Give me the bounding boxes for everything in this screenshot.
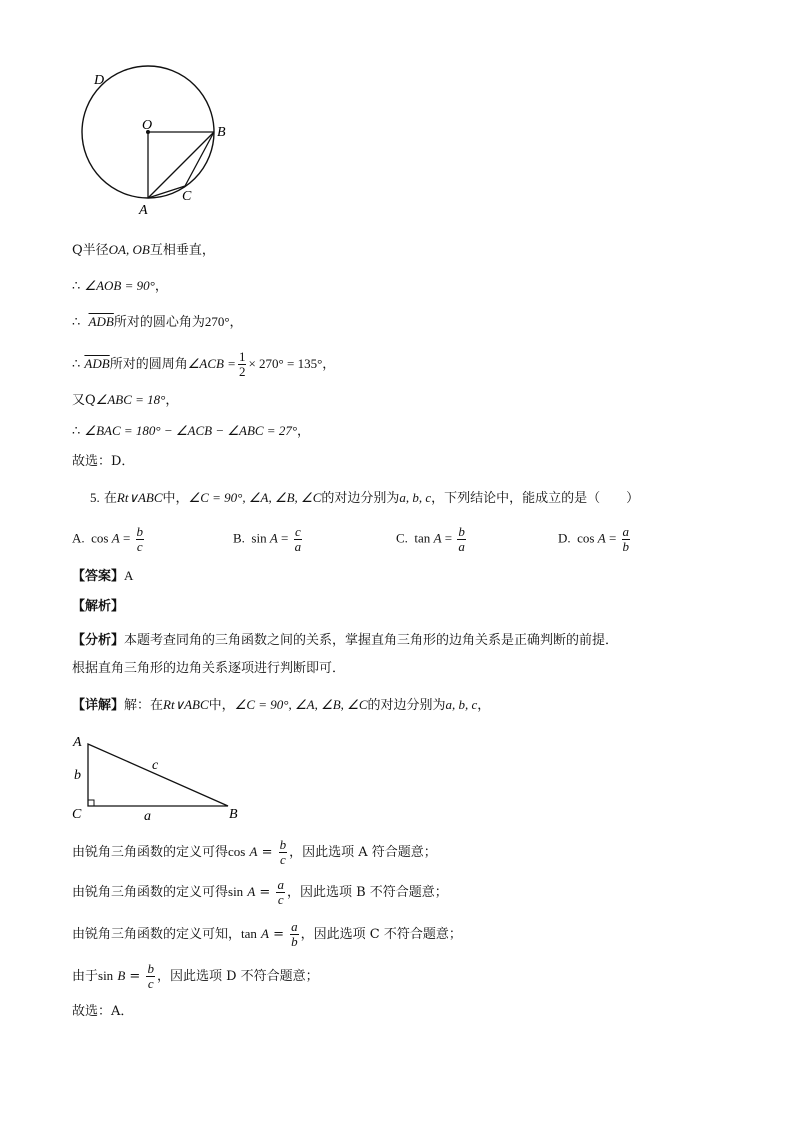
numerator: a	[291, 919, 298, 934]
variable: B	[117, 968, 126, 983]
variable: A	[111, 530, 120, 546]
numerator: c	[295, 524, 301, 539]
math: OA, OB	[108, 242, 150, 257]
chord-ab	[148, 132, 214, 198]
proof-line-2	[72, 276, 168, 297]
option-letter: A.	[72, 530, 85, 546]
label-c-side: c	[152, 758, 159, 773]
text: 由锐角三角函数的定义可得	[72, 845, 229, 860]
proof-line-5	[72, 390, 178, 411]
math: ∠AOB = 90°	[84, 278, 155, 293]
text: 由锐角三角函数的定义可得	[72, 885, 229, 900]
xiangjie-tag: 【详解】	[72, 698, 125, 713]
denominator: b	[622, 539, 630, 554]
fraction	[294, 525, 303, 554]
proof-line-6	[72, 421, 310, 442]
fraction	[146, 962, 155, 991]
circle-figure	[72, 62, 252, 222]
text: Q半径	[72, 243, 109, 258]
denominator: 2	[238, 364, 246, 379]
text: 又Q	[72, 393, 96, 408]
label-o: O	[142, 118, 153, 133]
option-letter: B.	[233, 530, 245, 546]
denominator: c	[147, 976, 154, 991]
variable: A	[249, 844, 258, 859]
text: 中，	[162, 491, 189, 506]
fraction	[276, 878, 285, 907]
text: ，	[477, 698, 491, 713]
therefore-symbol: ∴	[72, 424, 81, 439]
detail-line-4: 由于sin B = $\frac{b}{c}$ ，因此选项 D 不符合题意；	[72, 961, 319, 991]
proof-conclusion: 故选：D．	[72, 454, 135, 469]
text: ，下列结论中，能成立的是（ ）	[431, 491, 640, 506]
trig-func: sin	[98, 968, 114, 983]
text: 互相垂直，	[149, 243, 215, 258]
triangle-figure	[68, 730, 248, 825]
text: ，因此选项 B 不符合题意；	[286, 885, 448, 900]
trig-func: cos	[91, 530, 109, 546]
numerator: a	[622, 524, 630, 539]
label-b: B	[217, 125, 226, 140]
text: ，	[154, 279, 168, 294]
trig-func: cos	[228, 844, 246, 859]
text: 本题考查同角的三角函数之间的关系，掌握直角三角形的边角关系是正确判断的前提．	[124, 633, 619, 648]
text: 由锐角三角函数的定义可知，	[72, 927, 242, 942]
proof-line-4	[72, 346, 335, 382]
math: a, b, c	[399, 490, 432, 505]
therefore-symbol: ∴	[72, 279, 81, 294]
text: ，	[322, 357, 336, 372]
detail-line-2: 由锐角三角函数的定义可得sin A = $\frac{a}{c}$ ，因此选项 B 不符合题意；	[72, 877, 448, 907]
trig-func: cos	[577, 530, 595, 546]
text: ，	[229, 315, 243, 330]
arc-adb: $\overline{ADB}$	[88, 314, 114, 329]
fraction	[238, 350, 247, 379]
denominator: c	[277, 892, 284, 907]
label-a-side: a	[144, 809, 151, 824]
math: ∠C = 90°, ∠A, ∠B, ∠C	[188, 490, 322, 505]
variable: A	[597, 530, 606, 546]
variable: A	[261, 926, 269, 941]
therefore-symbol: ∴	[72, 315, 81, 330]
text: ，	[165, 393, 179, 408]
triangle-abc	[88, 744, 228, 806]
text: 由于	[72, 969, 99, 984]
math: ∠C = 90°, ∠A, ∠B, ∠C	[234, 697, 368, 712]
numerator: b	[458, 524, 465, 539]
math: a, b, c	[445, 697, 478, 712]
fraction	[279, 838, 288, 867]
trig-func: tan	[241, 926, 257, 941]
label-a: A	[139, 203, 148, 218]
trig-func: sin	[251, 530, 267, 546]
answer-value: A	[124, 568, 134, 583]
trig-func: tan	[414, 530, 431, 546]
text: 在	[103, 491, 117, 506]
text: ，	[297, 424, 311, 439]
fraction	[290, 920, 299, 949]
label-b-side: b	[74, 768, 81, 783]
label-c: C	[182, 189, 192, 204]
numerator: b	[136, 524, 144, 539]
trig-func: sin	[228, 884, 244, 899]
numerator: b	[147, 961, 154, 976]
arc-adb: $\overline{ADB}$	[84, 356, 110, 371]
math: 270°	[204, 314, 230, 329]
label-d: D	[94, 73, 105, 88]
fraction	[136, 525, 145, 554]
text: 解：在	[124, 698, 164, 713]
label-c-vertex: C	[72, 807, 82, 822]
final-answer: 故选：A．	[72, 1004, 134, 1019]
therefore-symbol: ∴	[72, 357, 81, 372]
option-b[interactable]: B. sin A = $\frac{c}{a}$	[233, 524, 302, 554]
answer-tag: 【答案】	[72, 569, 125, 584]
right-angle-mark	[88, 800, 94, 806]
question-5	[90, 488, 639, 509]
math: Rt∨ABC	[163, 697, 209, 712]
math: ∠BAC = 180° − ∠ACB − ∠ABC = 27°	[84, 423, 298, 438]
numerator: a	[277, 877, 284, 892]
answer-line	[72, 566, 133, 587]
denominator: c	[279, 852, 286, 867]
option-d[interactable]: D. cos A = $\frac{a}{b}$	[558, 524, 630, 554]
detail-line-1: 由锐角三角函数的定义可得cos A = $\frac{b}{c}$ ，因此选项 A 符合题意；	[72, 837, 437, 867]
math: Rt∨ABC	[116, 490, 163, 505]
text: 所对的圆心角为	[113, 315, 205, 330]
denominator: a	[458, 539, 465, 554]
label-a-vertex: A	[73, 735, 82, 750]
variable: A	[433, 530, 442, 546]
proof-line-1	[72, 240, 215, 261]
text: ，因此选项 A 符合题意；	[289, 845, 437, 860]
option-letter: C.	[396, 530, 408, 546]
text: 所对的圆周角	[109, 357, 188, 372]
denominator: b	[291, 934, 298, 949]
text: ，因此选项 C 不符合题意；	[300, 927, 462, 942]
variable: A	[269, 530, 278, 546]
fenxi-line-2: 根据直角三角形的边角关系逐项进行判断即可．	[72, 661, 346, 676]
xiangjie-line	[72, 695, 490, 716]
numerator: 1	[238, 349, 246, 364]
option-a[interactable]: A. cos A = $\frac{b}{c}$	[72, 524, 144, 554]
fenxi-line-1	[72, 631, 618, 651]
math: ∠ACB =	[187, 356, 236, 371]
detail-line-3: 由锐角三角函数的定义可知，tan A = $\frac{a}{b}$ ，因此选项 C 不符合题意；	[72, 919, 462, 949]
math: ∠ABC = 18°	[95, 392, 166, 407]
label-b-vertex: B	[229, 807, 238, 822]
text: ，因此选项 D 不符合题意；	[156, 969, 319, 984]
proof-line-3	[72, 312, 243, 333]
numerator: b	[279, 837, 287, 852]
question-number: 5.	[90, 490, 100, 505]
fraction	[457, 525, 466, 554]
fenxi-tag: 【分析】	[72, 633, 125, 648]
analysis-tag: 【解析】	[72, 599, 125, 614]
text: 中，	[208, 698, 235, 713]
text: 的对边分别为	[367, 698, 446, 713]
fraction	[622, 525, 631, 554]
denominator: a	[294, 539, 302, 554]
text: 的对边分别为	[321, 491, 400, 506]
denominator: c	[136, 539, 143, 554]
variable: A	[247, 884, 256, 899]
option-letter: D.	[558, 530, 571, 546]
chord-cb	[185, 132, 214, 186]
option-c[interactable]: C. tan A = $\frac{b}{a}$	[396, 524, 465, 554]
math: × 270° = 135°	[248, 356, 323, 371]
